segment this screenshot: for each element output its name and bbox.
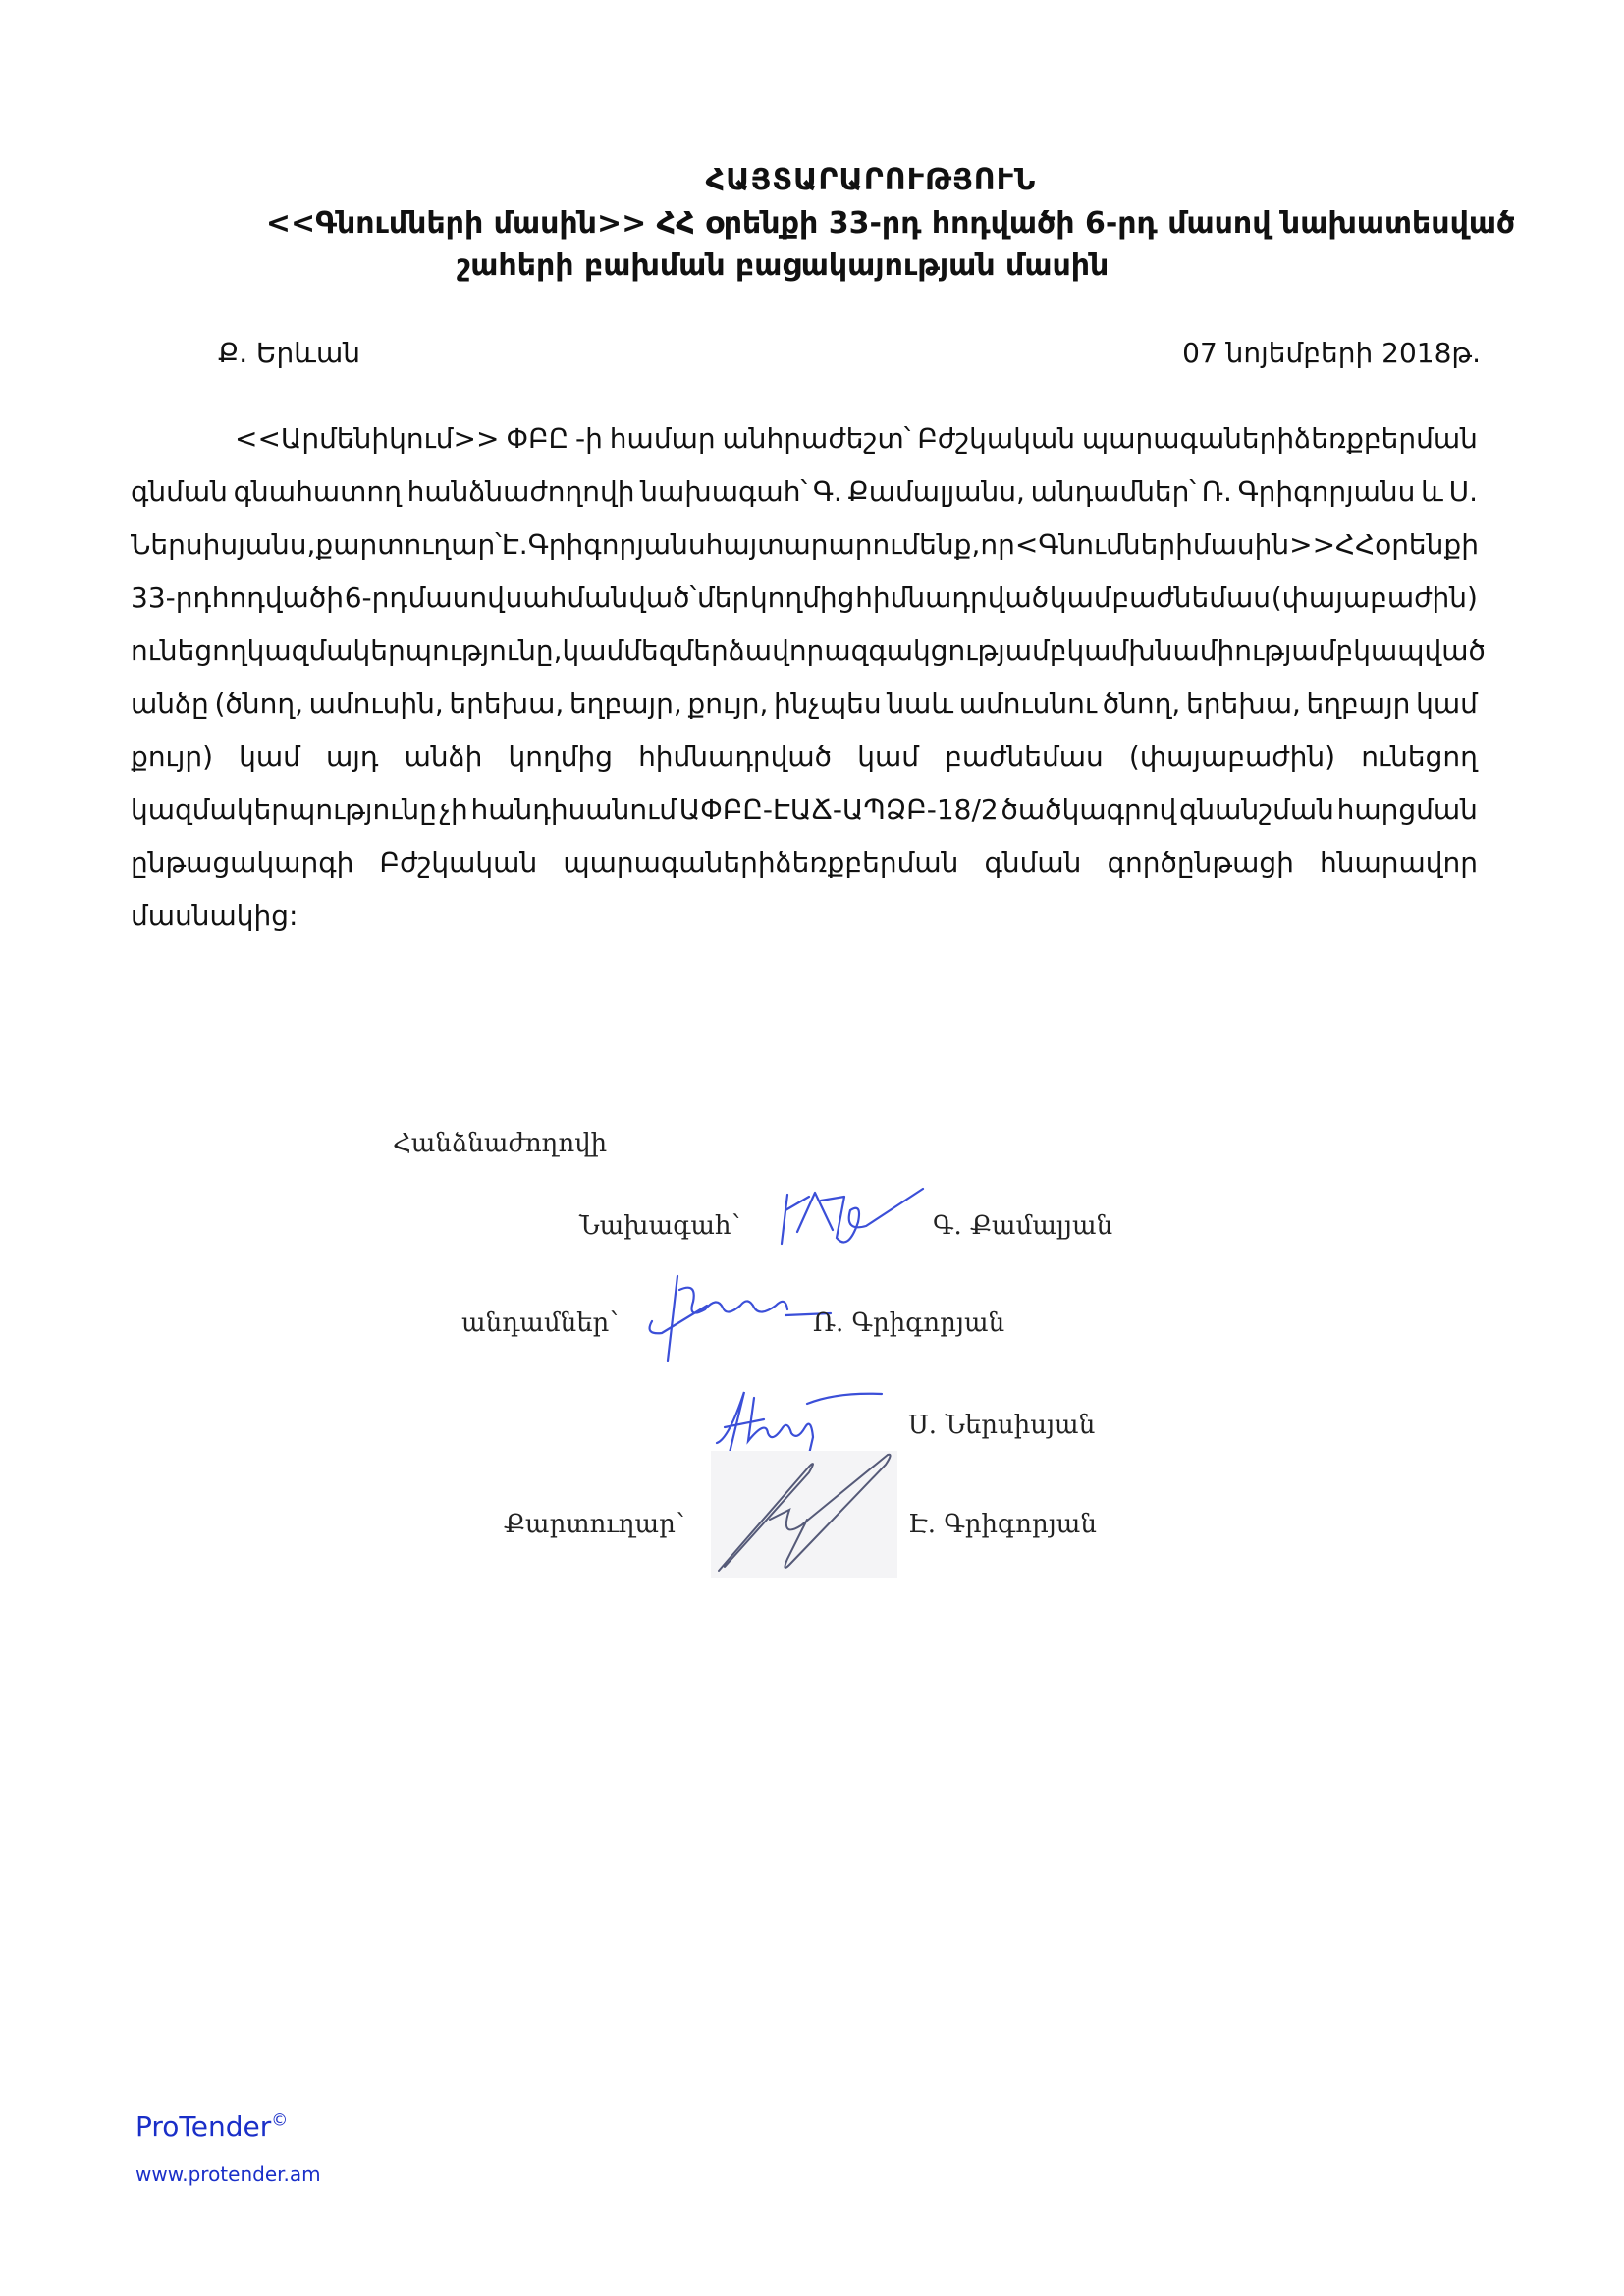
body-word: ծնող,: [1102, 687, 1181, 720]
body-line: մասնակից:: [131, 899, 298, 932]
member1-signature: [638, 1266, 835, 1364]
body-word: անդամներ՝: [1030, 475, 1197, 507]
body-word: որ: [980, 528, 1015, 561]
body-word: <Գնումների: [1014, 528, 1193, 561]
footer-brand: [135, 2110, 288, 2143]
body-word: չի: [439, 793, 468, 826]
body-word: խնամիությամբ: [1128, 634, 1354, 667]
body-word: անձի: [404, 740, 483, 773]
body-word: կամ: [1049, 581, 1111, 614]
body-word: կամ: [562, 634, 624, 667]
body-word: երեխա,: [449, 687, 565, 720]
body-word: Գ.: [812, 475, 842, 507]
body-word: ամուսին,: [308, 687, 444, 720]
chair-signature: [776, 1183, 933, 1261]
body-word: հոդվածի: [211, 581, 345, 614]
body-word: օրենքի: [1375, 528, 1479, 561]
body-word: հնարավոր: [1319, 846, 1478, 879]
body-word: Քամալյանս,: [847, 475, 1025, 507]
chair-label: Նախագահ՝: [579, 1211, 741, 1241]
body-word: անձը: [131, 687, 209, 720]
body-word: ՀՀ: [1335, 528, 1376, 561]
members-label: անդամներ՝: [461, 1308, 619, 1338]
body-word: Ս.: [1448, 475, 1478, 507]
body-word: (փայաբաժին): [1128, 740, 1336, 773]
body-word: և: [1421, 475, 1443, 507]
copyright-mark: ©: [271, 2110, 289, 2131]
body-word: հանդիսանում: [470, 793, 677, 826]
body-word: ինչպես: [774, 687, 882, 720]
body-word: -ի: [575, 422, 603, 454]
body-line: [131, 836, 1478, 889]
body-word: կազմակերպությունը,: [246, 634, 563, 667]
document-title: ՀԱՅՏԱՐԱՐՈՒԹՅՈՒՆ: [705, 163, 1037, 197]
body-word: կամ: [1066, 634, 1129, 667]
body-word: գնահատող: [233, 475, 402, 507]
body-word: պարագաներիձեռքբերման: [563, 846, 959, 879]
city: Ք. Երևան: [218, 337, 360, 369]
body-word: Գրիգորյանս: [1237, 475, 1416, 507]
body-word: անհրաժեշտ՝: [722, 422, 911, 454]
body-word: ԱՓԲԸ-ԷԱՃ-ԱՊՁԲ-18/2: [678, 793, 999, 826]
body-word: ընթացակարգի: [131, 846, 354, 879]
body-word: (ծնող,: [214, 687, 303, 720]
body-word: կազմակերպությունը: [131, 793, 437, 826]
member1-name: Ռ. Գրիգորյան: [813, 1308, 1005, 1338]
body-paragraph: [131, 412, 1486, 942]
body-word: բաժնեմաս: [945, 740, 1104, 773]
body-word: գործընթացի: [1107, 846, 1294, 879]
body-word: կամ: [1416, 687, 1478, 720]
document-subtitle-line-1: <<Գնումների մասին>> ՀՀ օրենքի 33-րդ հոդվածի 6-րդ մասով նախատեսված: [265, 206, 1516, 240]
body-line: [131, 624, 1486, 677]
body-word: Գրիգորյանս: [527, 528, 706, 561]
body-word: 6-րդ: [344, 581, 407, 614]
body-word: հիմնադրված: [638, 740, 833, 773]
body-word: նաև: [887, 687, 954, 720]
body-word: գնման: [131, 475, 228, 507]
body-word: մեր: [696, 581, 750, 614]
secretary-label: Քարտուղար՝: [504, 1510, 685, 1539]
body-word: 33-րդ: [131, 581, 212, 614]
body-word: մասին>>: [1192, 528, 1336, 561]
commission-label: Հանձնաժողովի: [393, 1129, 608, 1158]
member2-name: Ս. Ներսիսյան: [908, 1411, 1096, 1440]
body-word: կամ: [857, 740, 919, 773]
body-word: Է.: [501, 528, 528, 561]
body-word: պարագաներիձեռքբերման: [1081, 422, 1478, 454]
body-line: [131, 730, 1478, 783]
body-word: ենք,: [919, 528, 981, 561]
body-word: Ռ.: [1201, 475, 1232, 507]
body-word: Բժշկական: [917, 422, 1075, 454]
secretary-name: Է. Գրիգորյան: [908, 1510, 1097, 1539]
body-word: սահմանված՝: [505, 581, 697, 614]
body-word: Ներսիսյանս,: [131, 528, 316, 561]
secretary-signature: [711, 1451, 897, 1578]
body-word: ծածկագրով: [1001, 793, 1177, 826]
body-word: մերձավոր: [676, 634, 825, 667]
body-word: կողմից: [508, 740, 613, 773]
body-word: համար: [609, 422, 716, 454]
body-line: [131, 677, 1478, 730]
brand-name: ProTender: [135, 2110, 272, 2143]
body-word: կողմից: [749, 581, 855, 614]
footer-url-link[interactable]: www.protender.am: [135, 2163, 321, 2186]
body-word: հանձնաժողովի: [406, 475, 635, 507]
document-subtitle-line-2: շահերի բախման բացակայության մասին: [456, 248, 1110, 283]
body-word: կամ: [239, 740, 300, 773]
body-word: <<Արմենիկում>>: [235, 422, 500, 454]
body-word: հայտարարում: [705, 528, 920, 561]
body-word: քարտուղար՝: [315, 528, 502, 561]
body-word: կապված: [1353, 634, 1486, 667]
chair-name: Գ. Քամալյան: [933, 1211, 1113, 1241]
body-line: [131, 571, 1478, 624]
body-word: գնման: [984, 846, 1082, 879]
body-word: բաժնեմաս: [1111, 581, 1272, 614]
body-word: եղբայր,: [568, 687, 682, 720]
body-word: Բժշկական: [379, 846, 538, 879]
body-word: ՓԲԸ: [506, 422, 569, 454]
body-word: նախագահ՝: [640, 475, 808, 507]
body-line: [131, 412, 1478, 465]
body-word: մասով: [407, 581, 505, 614]
body-word: գնանշման: [1179, 793, 1334, 826]
body-word: այդ: [326, 740, 379, 773]
body-word: հարցման: [1336, 793, 1478, 826]
body-word: մեզ: [623, 634, 677, 667]
body-word: ունեցող: [131, 634, 247, 667]
body-word: երեխա,: [1186, 687, 1301, 720]
date: 07 նոյեմբերի 2018թ.: [1182, 337, 1481, 369]
body-word: ազգակցությամբ: [824, 634, 1067, 667]
body-word: ամուսնու: [958, 687, 1098, 720]
body-word: ունեցող: [1361, 740, 1478, 773]
body-line: [131, 465, 1478, 518]
body-word: քույր,: [687, 687, 769, 720]
body-word: քույր): [131, 740, 213, 773]
body-word: (փայաբաժին): [1271, 581, 1478, 614]
body-line: [131, 518, 1478, 571]
body-word: հիմնադրված: [855, 581, 1050, 614]
body-word: եղբայր: [1306, 687, 1411, 720]
body-line: [131, 783, 1478, 836]
